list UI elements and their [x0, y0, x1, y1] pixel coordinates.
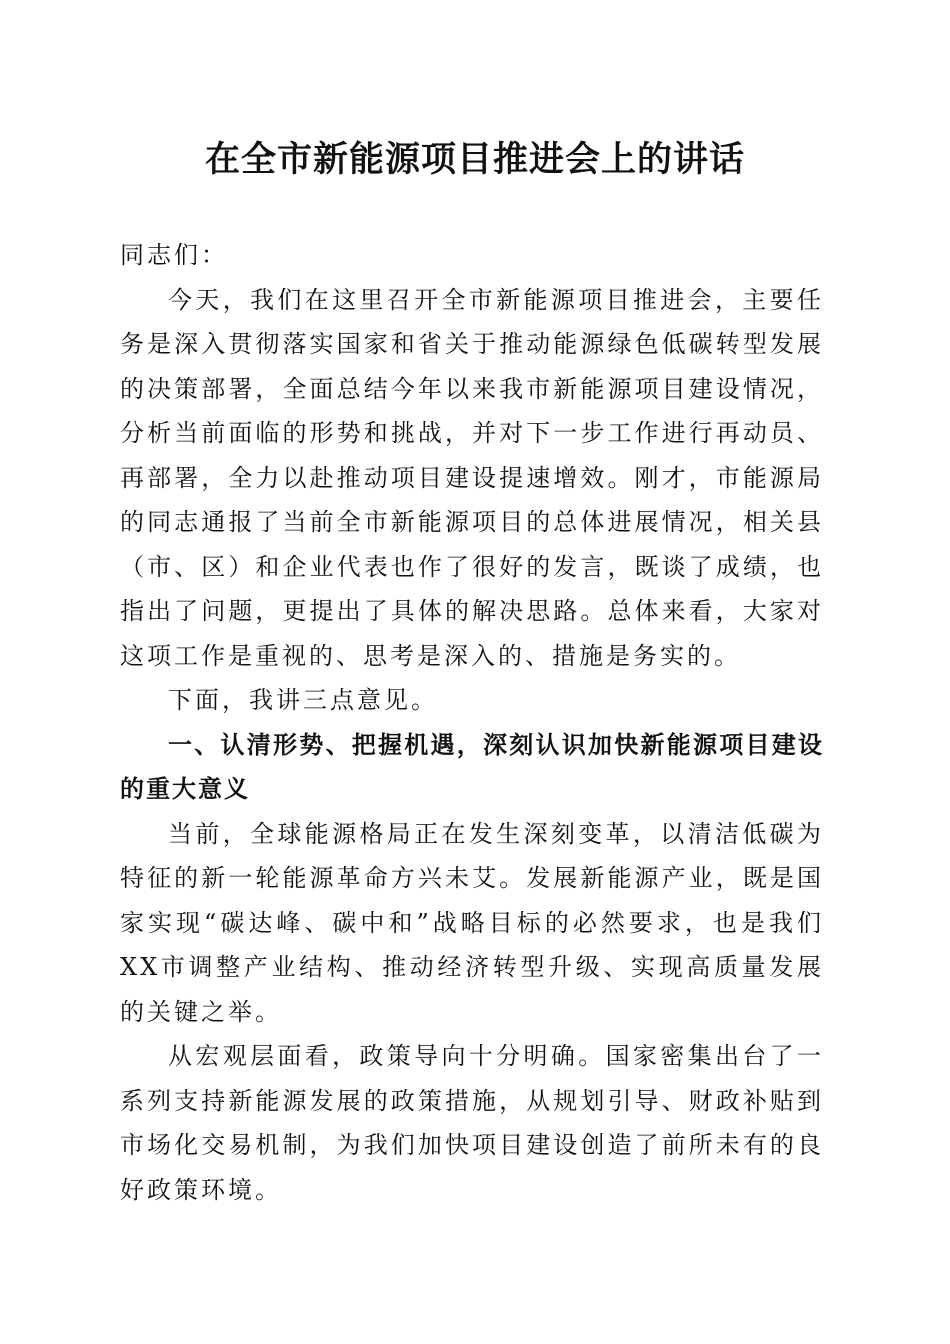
salutation: 同志们： [120, 241, 228, 269]
section-paragraph: 当前，全球能源格局正在发生深刻变革，以清洁低碳为特征的新一轮能源革命方兴未艾。发展新能源产业，既是国家实现“碳达峰、碳中和”战略目标的必然要求，也是我们XX市调整产业结构、推动经济转型升级、实现高质量发展的关键之举。 [120, 819, 824, 1026]
paragraph-transition: 下面，我讲三点意见。 [168, 686, 438, 714]
section-paragraph: 从宏观层面看，政策导向十分明确。国家密集出台了一系列支持新能源发展的政策措施，从规划引导、财政补贴到市场化交易机制，为我们加快项目建设创造了前所未有的良好政策环境。 [120, 1042, 824, 1204]
section-heading: 一、认清形势、把握机遇，深刻认识加快新能源项目建设的重大意义 [120, 730, 824, 803]
document-body [120, 233, 824, 1212]
document-title: 在全市新能源项目推进会上的讲话 [204, 139, 745, 180]
paragraph-intro: 今天，我们在这里召开全市新能源项目推进会，主要任务是深入贯彻落实国家和省关于推动能源绿色低碳转型发展的决策部署，全面总结今年以来我市新能源项目建设情况，分析当前面临的形势和挑战，并对下一步工作进行再动员、再部署，全力以赴推动项目建设提速增效。刚才，市能源局的同志通报了当前全市新能源项目的总体进展情况，相关县（市、区）和企业代表也作了很好的发言，既谈了成绩，也指出了问题，更提出了具体的解决思路。总体来看，大家对这项工作是重视的、思考是深入的、措施是务实的。 [120, 285, 824, 670]
